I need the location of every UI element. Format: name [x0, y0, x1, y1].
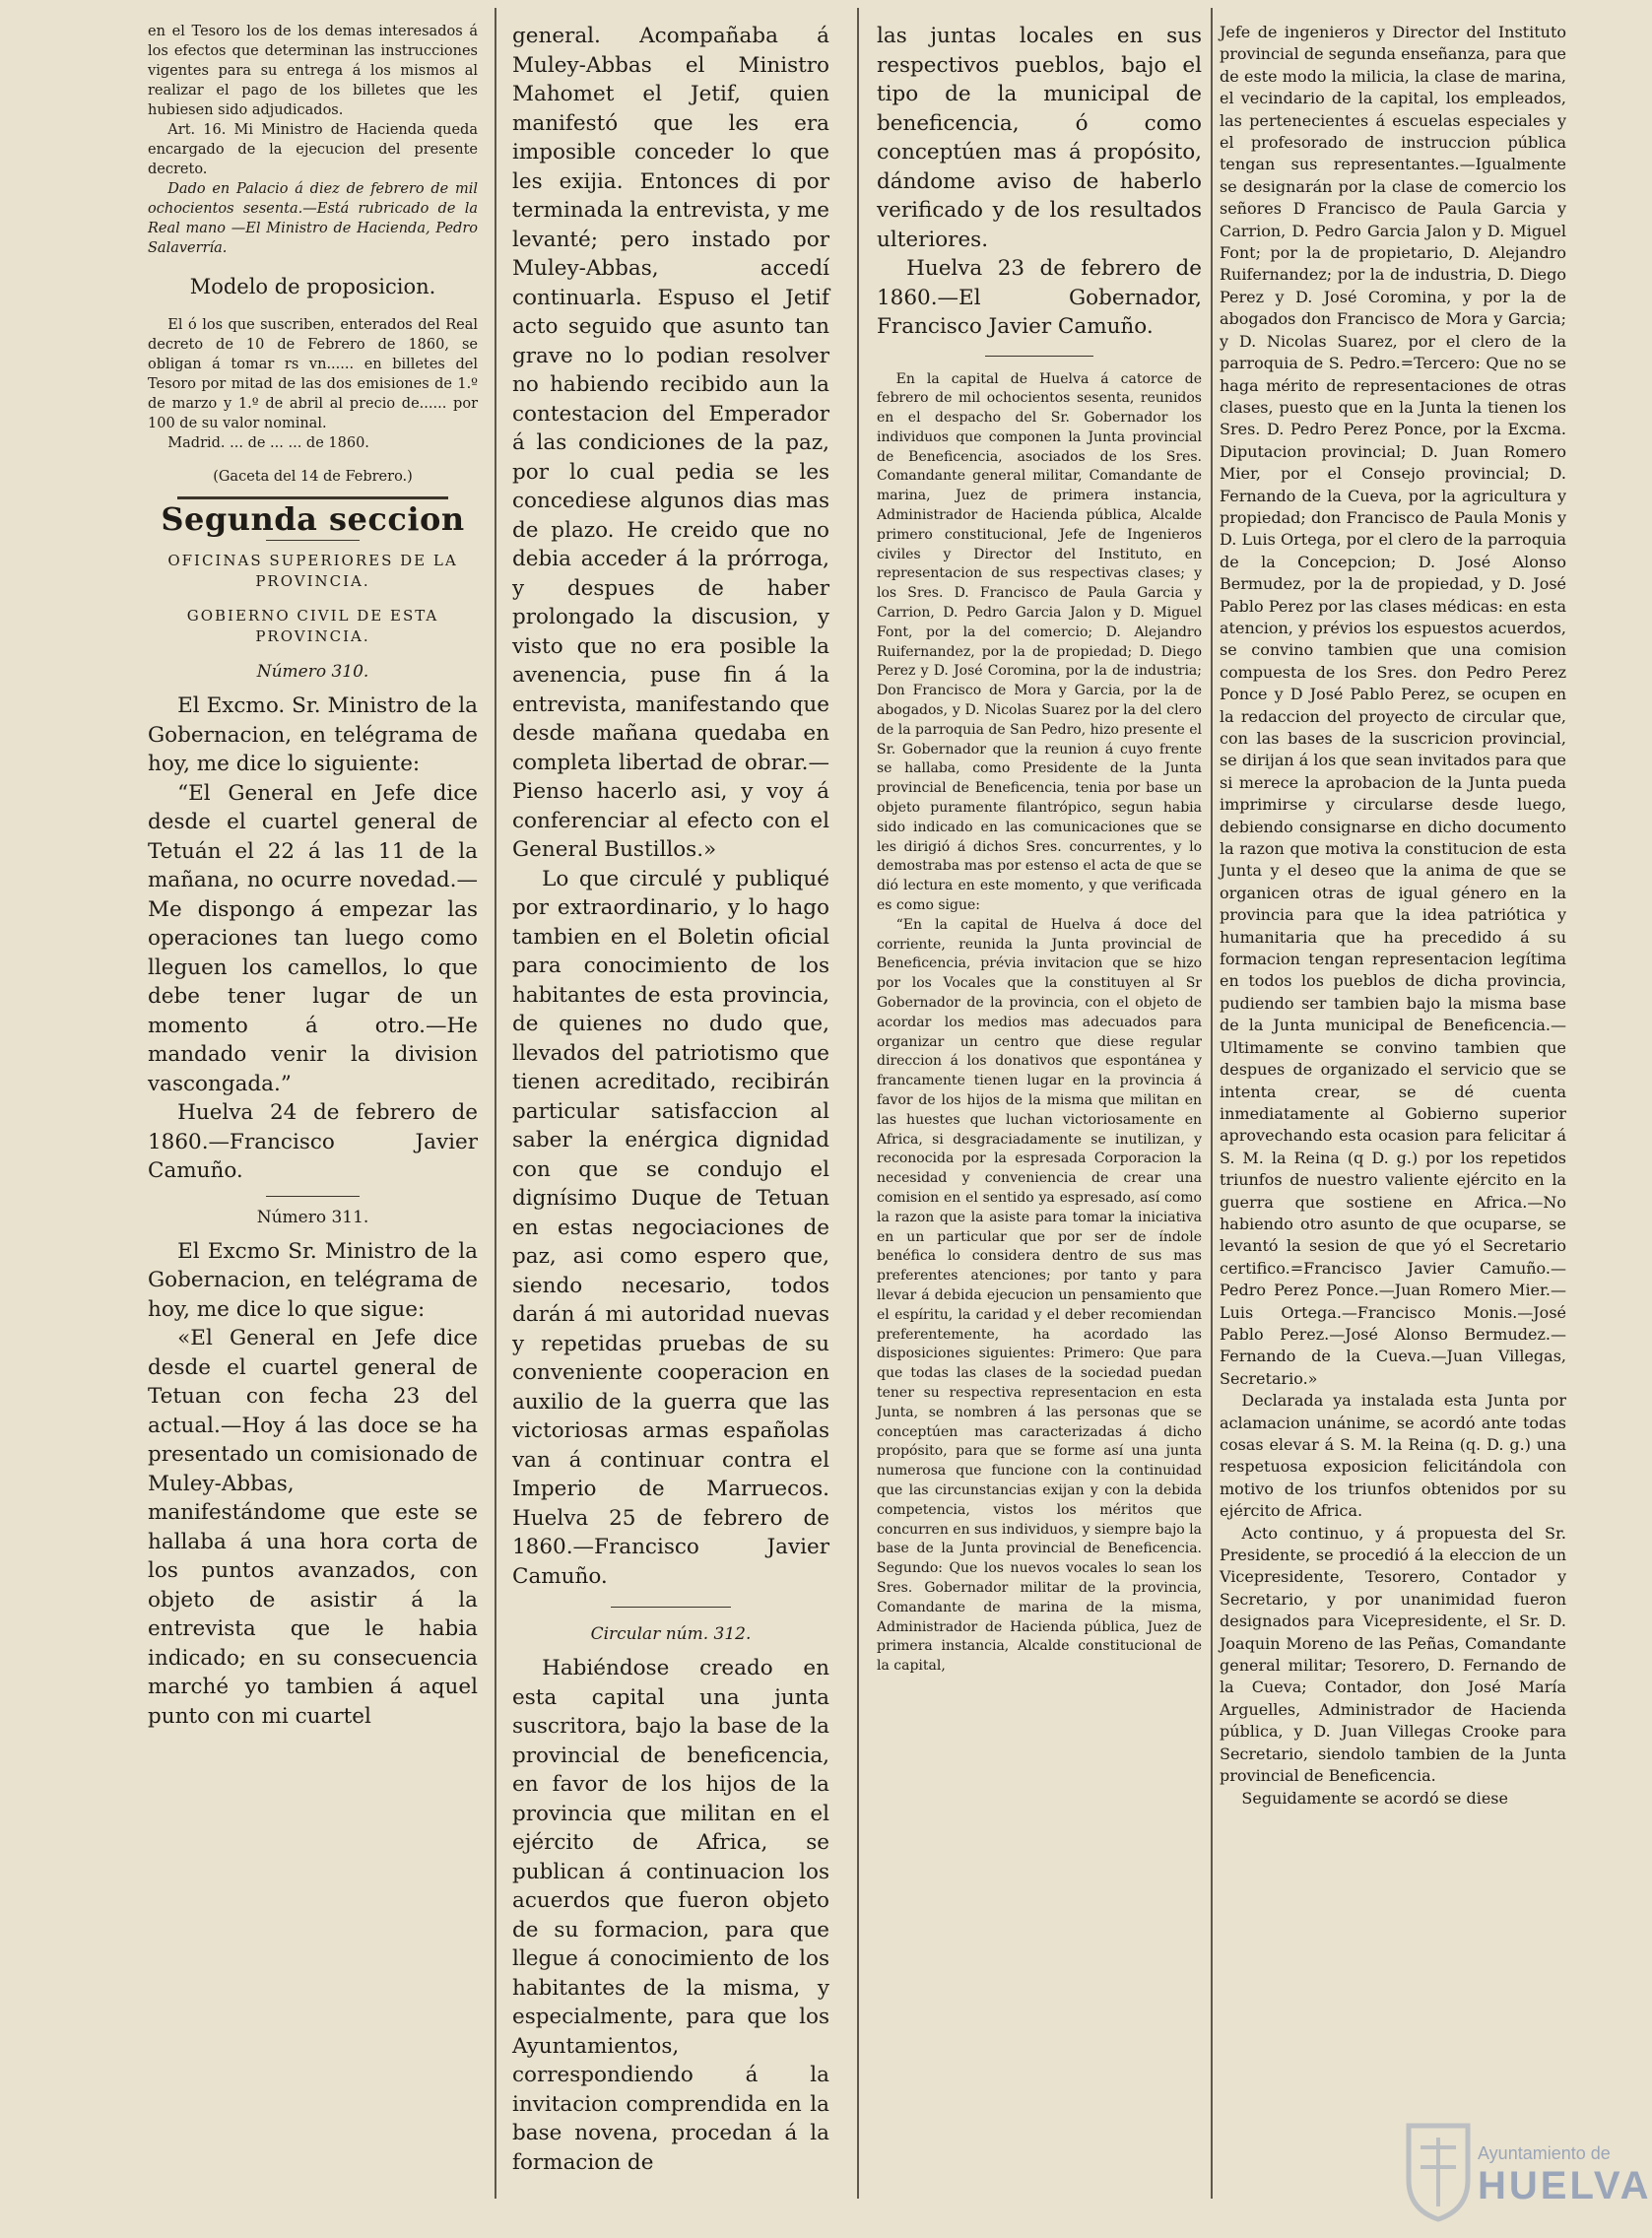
modelo-date-line: Madrid. ... de ... ... de 1860.	[167, 435, 369, 451]
governor-circular-text: Lo que circulé y publiqué por extraordinario, y lo hago tambien en el Boletin oficial para conocimiento de los habitantes de esta provincia, de quienes no dudo que, llevados del patriotismo que tienen acreditado, recibirán particular satisfaccion al saber la enérgica dignidad con que se condujo el dignísimo Duque de Tetuan en estas negociaciones de paz, asi como espero que, siendo necesario, todos darán á mi autoridad nuevas y repetidas pruebas de su conveniente cooperacion en auxilio de la guerra que las victoriosas armas españolas van á continuar contra el Imperio de Marruecos. Huelva 25 de febrero de 1860.—Francisco Javier Camuño.	[512, 866, 829, 1589]
telegram-continuation: general. Acompañaba á Muley-Abbas el Ministro Mahomet el Jetif, quien manifestó que les era imposible conceder lo que les exijia. Entonces di por terminada la entrevista, y me levanté; pero instado por Muley-Abbas, accedí continuarla. Espuso el Jetif acto seguido que asunto tan grave no lo podian resolver no habiendo recibido aun la contestacion del Emperador á las condiciones de la paz, por lo cual pedia se les concediese algunos dias mas de plazo. He creido que no debia acceder á la prórroga, y despues de haber prolongado la discusion, y visto que no era posible la avenencia, puse fin á la entrevista, manifestando que desde mañana quedaba en completa libertad de obrar.—Pienso hacerlo asi, y voy á conferenciar al efecto con el General Bustillos.»	[512, 24, 829, 862]
section-divider	[611, 1607, 731, 1608]
text-310-telegram: “El General en Jefe dice desde el cuartel general de Tetuán el 22 á las 11 de la mañana, no ocurre novedad.—Me dispongo á empezar las operaciones tan luego como lleguen los camellos, lo que debe tener lugar de un momento á otro.—He mandado venir la division vascongada.”	[148, 780, 478, 1096]
circular-continuation: las juntas locales en sus respectivos pueblos, bajo el tipo de la municipal de beneficencia, ó como conceptúen mas á propósito, dándome aviso de haberlo verificado y de los resultados ulteriores.	[877, 24, 1202, 252]
circular-signature: Huelva 23 de febrero de 1860.—El Gobernador, Francisco Javier Camuño.	[877, 256, 1202, 339]
section-divider	[177, 496, 448, 499]
column-1	[148, 22, 478, 1731]
final-line: Seguidamente se acordó se diese	[1241, 1788, 1508, 1808]
watermark-big-text: HUELVA	[1478, 2164, 1652, 2207]
column-rule	[1211, 8, 1213, 2199]
junta-installed: Declarada ya instalada esta Junta por aclamacion unánime, se acordó ante todas cosas elevar á S. M. la Reina (q. D. g.) una respetuosa exposicion felicitándola con motivo de los triunfos obtenidos por su ejército de Africa.	[1220, 1391, 1566, 1521]
gobierno-heading: GOBIERNO CIVIL DE ESTA PROVINCIA.	[186, 607, 439, 645]
column-3	[877, 22, 1202, 1677]
decree-signature: Dado en Palacio á diez de febrero de mil ochocientos sesenta.—Está rubricado de la Real mano —El Ministro de Hacienda, Pedro Salaverría.	[148, 181, 478, 256]
ayuntamiento-watermark	[1478, 2143, 1652, 2208]
numero-310: Número 310.	[256, 662, 369, 682]
gaceta-source: (Gaceta del 14 de Febrero.)	[213, 469, 413, 485]
column-rule	[495, 8, 496, 2199]
session-record: En la capital de Huelva á catorce de febrero de mil ochocientos sesenta, reunidos en el despacho del Sr. Gobernador los individuos que componen la Junta provincial de Beneficencia, asociados de los Sres. Comandante general militar, Comandante de marina, Juez de primera instancia, Administrador de Hacienda pública, Alcalde primero constitucional, Jefe de Ingenieros civiles y Director del Instituto, en representacion de sus respectivas clases; y los Sres. D. Francisco de Paula Garcia y Carrion, D. Pedro Garcia Jalon y D. Miguel Font, por la del comercio; D. Alejandro Ruifernandez, por la de propiedad; D. Diego Perez y D. José Coromina, por la de industria; Don Francisco de Mora y Garcia, por la de abogados, y D. Nicolas Suarez por la del clero de la parroquia de San Pedro, hizo presente el Sr. Gobernador que la reunion á cuyo frente se hallaba, como Presidente de la Junta provincial de Beneficencia, tenia por base un objeto puramente filantrópico, segun habia sido indicado en las comunicaciones que se les dirigió á dichos Sres. concurrentes, y lo demostraba mas por estenso el acta de que se dió lectura en este momento, y que verificada es como sigue:	[877, 370, 1202, 914]
modelo-text: El ó los que suscriben, enterados del Real decreto de 10 de Febrero de 1860, se obligan á tomar rs vn...... en billetes del Tesoro por mitad de las dos emisiones de 1.º de marzo y 1.º de abril al precio de...... por 100 de su valor nominal.	[148, 317, 478, 431]
circular-312-text: Habiéndose creado en esta capital una junta suscritora, bajo la base de la provincial de beneficencia, en favor de los hijos de la provincia que militan en el ejército de Africa, se publican á continuacion los acuerdos que fueron objeto de su formacion, para que llegue á conocimiento de los habitantes de la misma, y especialmente, para que los Ayuntamientos, correspondiendo á la invitacion comprendida en la base novena, procedan á la formacion de	[512, 1656, 829, 2175]
column-2	[512, 22, 829, 2177]
section-divider	[985, 356, 1093, 357]
text-311-telegram: «El General en Jefe dice desde el cuartel general de Tetuan con fecha 23 del actual.—Hoy á las doce se ha presentado un comisionado de Muley-Abbas, manifestándome que este se hallaba á una hora corta de los puntos avanzados, con objeto de asistir á la entrevista que le habia indicado; en su consecuencia marché yo tambien á aquel punto con mi cuartel	[148, 1326, 478, 1729]
watermark-small-text: Ayuntamiento de	[1478, 2143, 1611, 2163]
column-rule	[857, 8, 859, 2199]
text-310-intro: El Excmo. Sr. Ministro de la Gobernacion, en telégrama de hoy, me dice lo siguiente:	[148, 693, 478, 776]
text-310-signature: Huelva 24 de febrero de 1860.—Francisco Javier Camuño.	[148, 1100, 478, 1183]
junta-officers: Acto continuo, y á propuesta del Sr. Presidente, se procedió á la eleccion de un Vicepresidente, Tesorero, Contador y Secretario, y por unanimidad fueron designados para Vicepresidente, el Sr. D. Joaquin Moreno de las Peñas, Comandante general militar; Tesorero, D. Fernando de la Cueva; Contador, don José María Arguelles, Administrador de Hacienda pública, y D. Juan Villegas Crooke para Secretario, siendolo tambien de la Junta provincial de Beneficencia.	[1220, 1523, 1566, 1786]
modelo-title: Modelo de proposicion.	[189, 275, 436, 298]
circular-312-heading: Circular núm. 312.	[590, 1624, 752, 1644]
column-4	[1220, 22, 1566, 1810]
section-divider	[266, 1196, 360, 1197]
decree-intro: en el Tesoro los de los demas interesados á los efectos que determinan las instrucciones vigentes para su entrega á los mismos al realizar el pago de los billetes que les hubiesen sido adjudicados.	[148, 24, 478, 118]
section-heading: Segunda seccion	[161, 500, 465, 538]
acta-continuation: Jefe de ingenieros y Director del Instituto provincial de segunda enseñanza, para que de este modo la milicia, la clase de marina, el vecindario de la capital, los empleados, las pertenecientes á escuelas especiales y el profesorado de instruccion pública tengan sus representantes.—Igualmente se designarán por la clase de comercio los señores D Francisco de Paula Garcia y Carrion, D. Pedro Garcia Jalon y D. Miguel Font; por la de propietario, D. Alejandro Ruifernandez; por la de industria, D. Diego Perez y D. José Coromina, y por la de abogados don Francisco de Mora y Garcia; y D. Nicolas Suarez, por el clero de la parroquia de S. Pedro.=Tercero: Que no se haga mérito de representaciones de otras clases, puesto que en la Junta la tienen los Sres. D. Pedro Perez Ponce, por la Excma. Diputacion provincial; D. Juan Romero Mier, por el Consejo provincial; D. Fernando de la Cueva, por la agricultura y propiedad; don Francisco de Paula Monis y D. Luis Ortega, por el clero de la parroquia de la Concepcion; D. José Alonso Bermudez, por la de propiedad, y D. José Pablo Perez por las clases médicas: en esta atencion, y prévios los espuestos acuerdos, se convino tambien que una comision compuesta de los Sres. don Pedro Perez Ponce y D José Pablo Perez, se ocupen en la redaccion del proyecto de circular que, con las bases de la suscricion provincial, se dirijan á los que sean invitados para que si merece la aprobacion de la Junta pueda imprimirse y circularse desde luego, debiendo consignarse en dicho documento la razon que motiva la constitucion de esta Junta y el deseo que la anima de que se organicen otras de igual género en la provincia para que la idea patriótica y humanitaria que ha precedido á su formacion tengan representacion legítima en todos los pueblos de dicha provincia, pudiendo ser tambien bajo la misma base de la Junta municipal de Beneficencia.—Ultimamente se convino tambien que despues de organizado el servicio que se intenta crear, se dé cuenta inmediatamente al Gobierno superior aprovechando esta ocasion para felicitar á S. M. la Reina (q D. g.) por los repetidos triunfos de nuestro valiente ejército en la guerra que sostiene en Africa.—No habiendo otro asunto de que ocuparse, se levantó la sesion de que yó el Secretario certifico.=Francisco Javier Camuño.—Pedro Perez Ponce.—Juan Romero Mier.—Luis Ortega.—Francisco Monis.—José Pablo Perez.—José Alonso Bermudez.—Fernando de la Cueva.—Juan Villegas, Secretario.»	[1220, 23, 1566, 1388]
text-311-intro: El Excmo Sr. Ministro de la Gobernacion, en telégrama de hoy, me dice lo que sigue:	[148, 1238, 478, 1322]
oficinas-heading: OFICINAS SUPERIORES DE LA PROVINCIA.	[167, 552, 458, 590]
session-acta: “En la capital de Huelva á doce del corriente, reunida la Junta provincial de Beneficencia, prévia invitacion que se hizo por los Vocales que la constituyen al Sr Gobernador de la provincia, con el objeto de acordar los medios mas adecuados para organizar un centro que diese regular direccion á los donativos que espontánea y francamente tienen lugar en la provincia á favor de los hijos de la misma que militan en las huestes que luchan victoriosamente en Africa, si desgraciadamente se inutilizan, y reconocida por la espresada Corporacion la necesidad y conveniencia de crear una comision en el sentido ya espresado, así como la razon que la asiste para tomar la iniciativa en un particular que por ser de índole benéfica lo considera dentro de sus mas preferentes atenciones; por tanto y para llevar á debida ejecucion un pensamiento que el espíritu, la caridad y el deber recomiendan preferentemente, ha acordado las disposiciones siguientes: Primero: Que para que todas las clases de la sociedad puedan tener su respectiva representacion en esta Junta, se nombren á las personas que se conceptúen mas caracterizadas á dicho propósito, para que se forme así una junta numerosa que funcione con la continuidad que las circunstancias exijan y con la debida competencia, vistos los méritos que concurren en sus individuos, y siempre bajo la base de la Junta provincial de Beneficencia. Segundo: Que los nuevos vocales lo sean los Sres. Gobernador militar de la provincia, Comandante de marina de la misma, Administrador de Hacienda pública, Juez de primera instancia, Alcalde constitucional de la capital,	[877, 916, 1203, 1675]
section-divider	[266, 540, 360, 541]
numero-311: Número 311.	[256, 1207, 369, 1227]
decree-article-16: Art. 16. Mi Ministro de Hacienda queda encargado de la ejecucion del presente decreto.	[148, 122, 478, 177]
